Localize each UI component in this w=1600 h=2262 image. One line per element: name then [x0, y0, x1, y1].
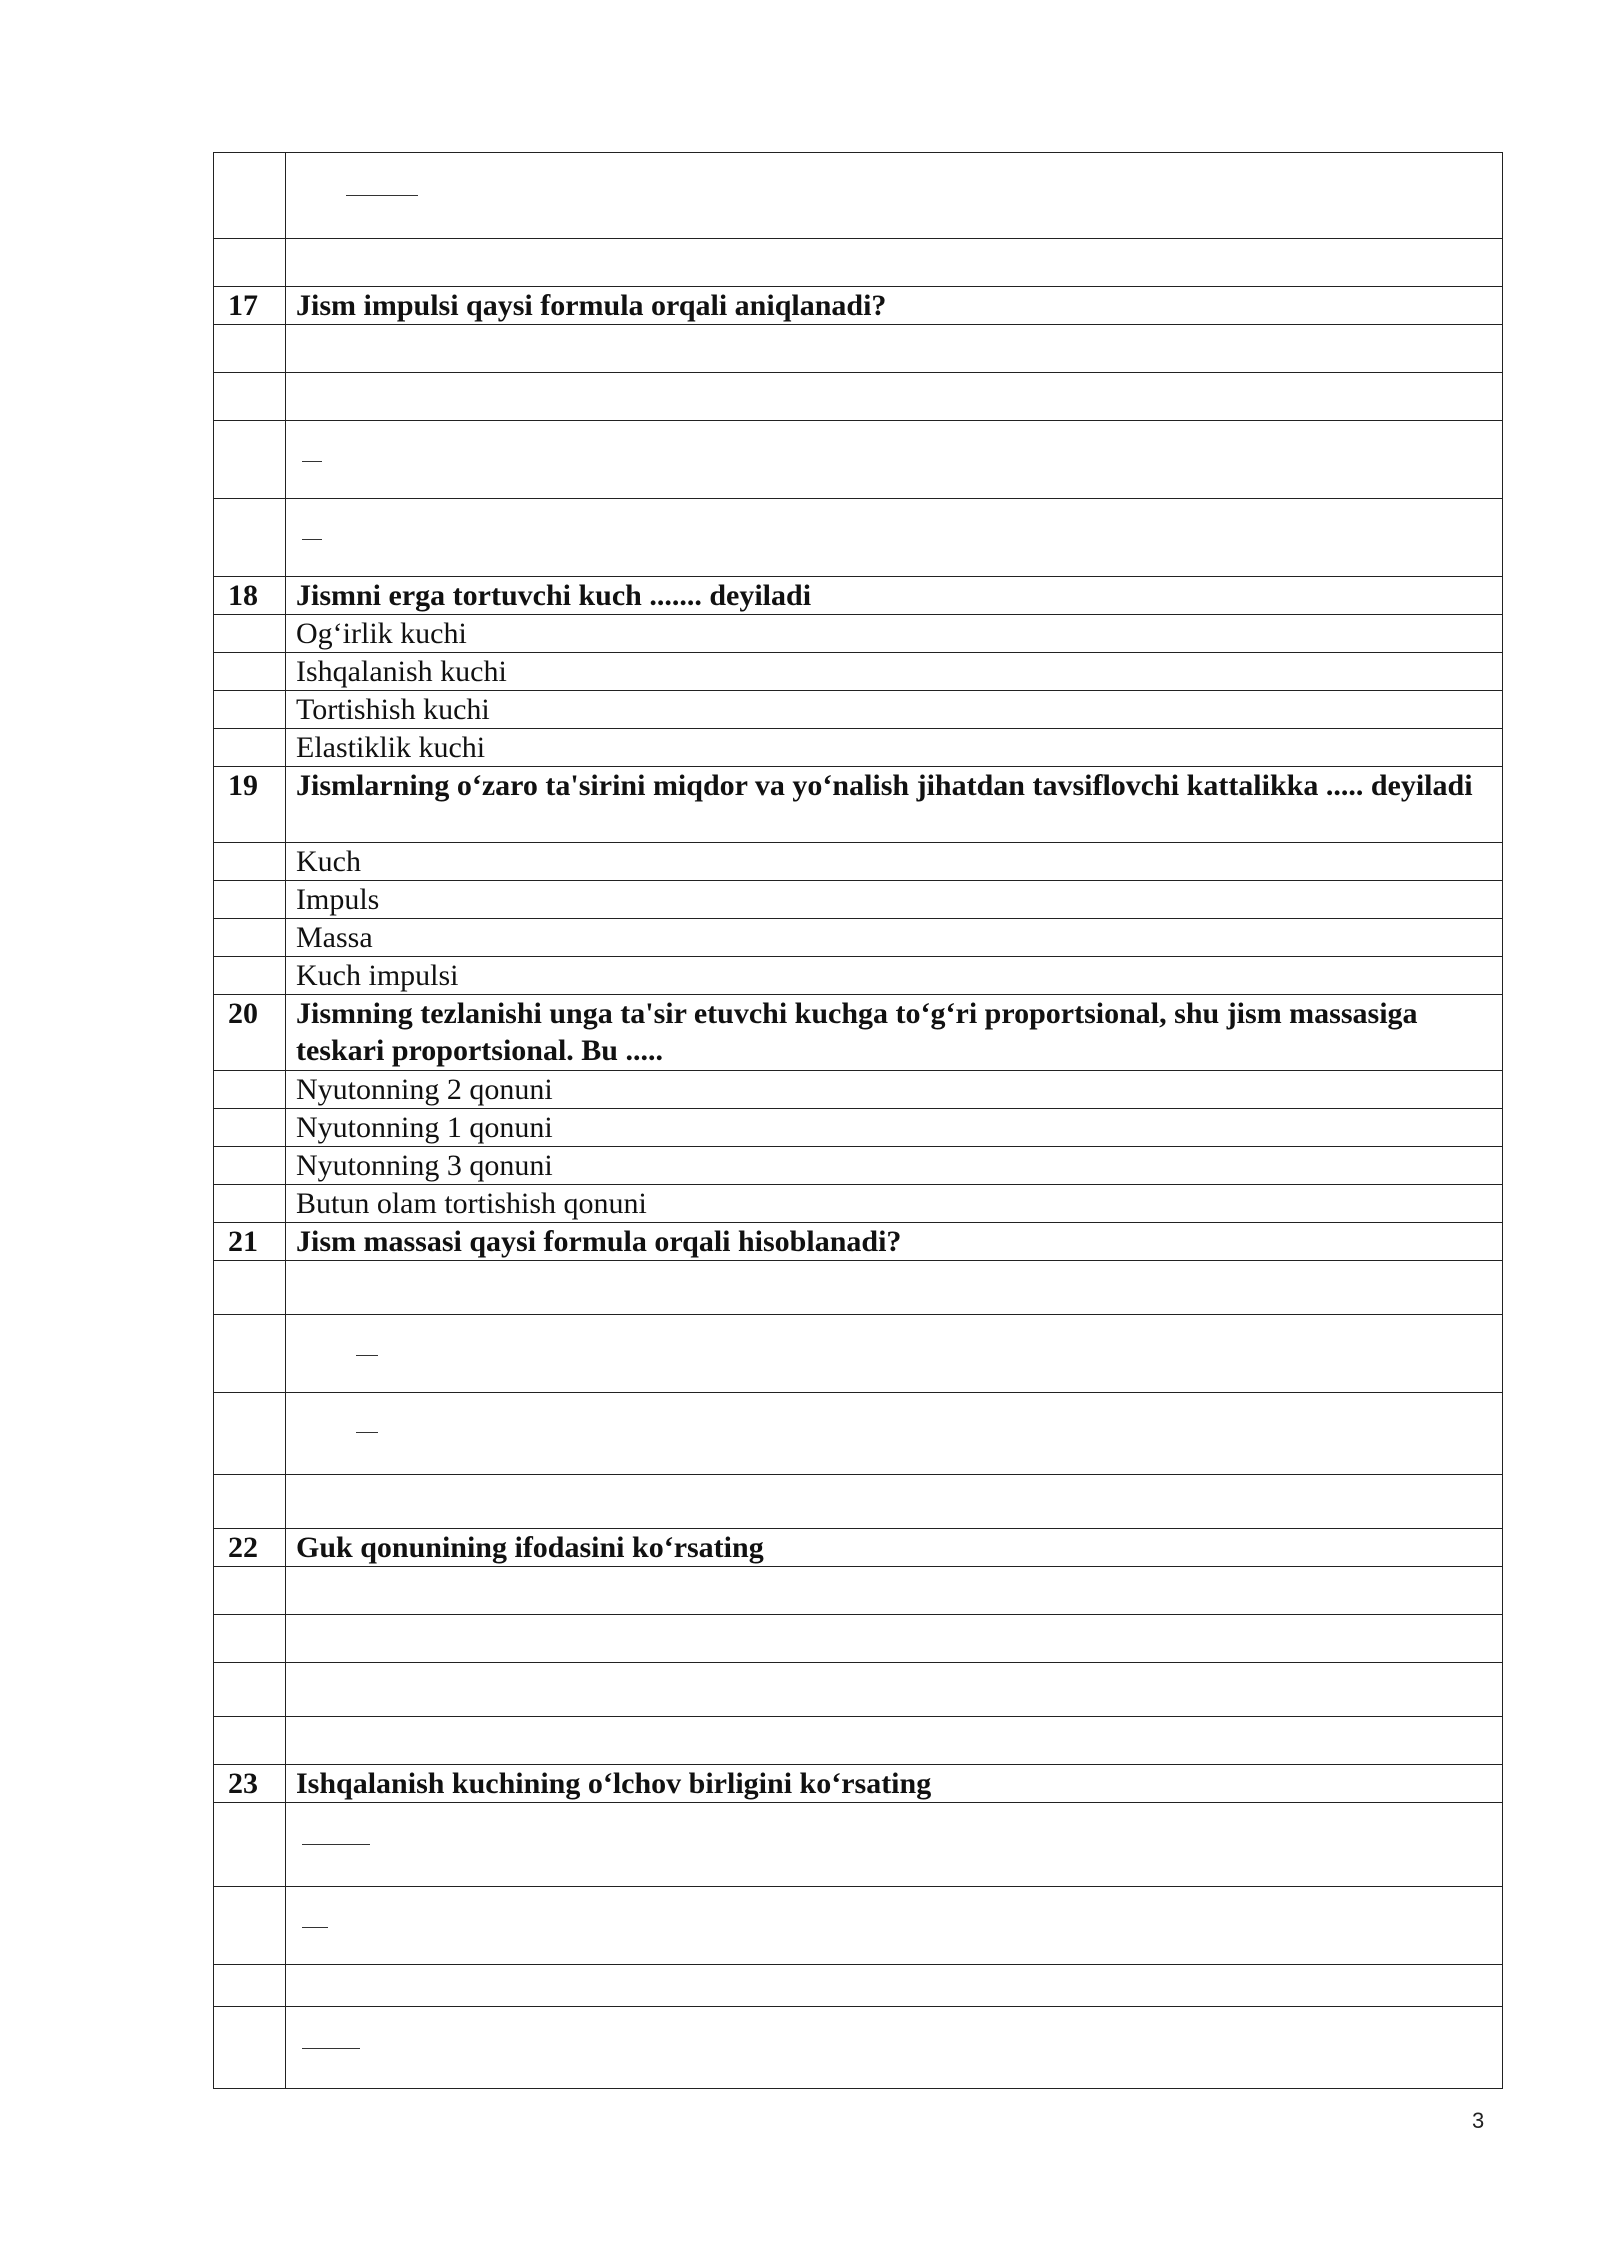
answer-row — [214, 499, 1503, 577]
answer-row — [214, 881, 1503, 919]
answer-row — [214, 2007, 1503, 2089]
answer-row — [214, 1615, 1503, 1663]
answer-row — [214, 421, 1503, 499]
answer-row — [214, 153, 1503, 239]
test-questions-table — [213, 152, 1503, 2089]
answer-row — [214, 1965, 1503, 2007]
formula-placeholder — [356, 1355, 378, 1356]
formula-placeholder — [302, 1927, 328, 1928]
formula-placeholder — [356, 1432, 378, 1433]
formula-placeholder — [346, 195, 418, 196]
answer-row — [214, 1261, 1503, 1315]
answer-row — [214, 615, 1503, 653]
answer-row — [214, 729, 1503, 767]
answer-row — [214, 1887, 1503, 1965]
answer-option: Ishqalanish kuchi — [286, 653, 1503, 691]
answer-cell — [286, 153, 1503, 239]
question-row — [214, 1765, 1503, 1803]
answer-option: Impuls — [286, 881, 1503, 919]
answer-option: Nyutonning 3 qonuni — [286, 1147, 1503, 1185]
answer-row — [214, 653, 1503, 691]
answer-row — [214, 1315, 1503, 1393]
answer-row — [214, 239, 1503, 287]
answer-row — [214, 1147, 1503, 1185]
question-number: 20 — [214, 995, 286, 1071]
answer-option: Elastiklik kuchi — [286, 729, 1503, 767]
answer-option: Og‘irlik kuchi — [286, 615, 1503, 653]
formula-placeholder — [302, 2048, 360, 2049]
question-text: Jismlarning o‘zaro ta'sirini miqdor va yo‘nalish jihatdan tavsiflovchi kattalikka ..... deyiladi — [286, 767, 1503, 843]
question-row — [214, 1223, 1503, 1261]
question-row — [214, 995, 1503, 1071]
answer-option: Massa — [286, 919, 1503, 957]
formula-placeholder — [302, 539, 322, 540]
question-number: 21 — [214, 1223, 286, 1261]
answer-option: Nyutonning 2 qonuni — [286, 1071, 1503, 1109]
question-row — [214, 1529, 1503, 1567]
answer-row — [214, 1109, 1503, 1147]
formula-placeholder — [302, 461, 322, 462]
answer-option: Kuch — [286, 843, 1503, 881]
answer-row — [214, 373, 1503, 421]
answer-row — [214, 1717, 1503, 1765]
answer-row — [214, 691, 1503, 729]
question-row — [214, 287, 1503, 325]
answer-option: Kuch impulsi — [286, 957, 1503, 995]
question-text: Ishqalanish kuchining o‘lchov birligini ko‘rsating — [286, 1765, 1503, 1803]
question-number: 22 — [214, 1529, 286, 1567]
answer-row — [214, 1803, 1503, 1887]
question-row — [214, 767, 1503, 843]
formula-placeholder — [302, 1844, 370, 1845]
answer-row — [214, 1475, 1503, 1529]
answer-row — [214, 919, 1503, 957]
page-number: 3 — [1472, 2108, 1485, 2133]
question-text: Jismni erga tortuvchi kuch ....... deyiladi — [286, 577, 1503, 615]
question-text: Jism impulsi qaysi formula orqali aniqlanadi? — [286, 287, 1503, 325]
answer-row — [214, 843, 1503, 881]
answer-row — [214, 1071, 1503, 1109]
question-number: 23 — [214, 1765, 286, 1803]
question-text: Guk qonunining ifodasini ko‘rsating — [286, 1529, 1503, 1567]
answer-row — [214, 1393, 1503, 1475]
number-cell — [214, 153, 286, 239]
answer-option: Tortishish kuchi — [286, 691, 1503, 729]
answer-option: Nyutonning 1 qonuni — [286, 1109, 1503, 1147]
answer-row — [214, 1663, 1503, 1717]
answer-row — [214, 1567, 1503, 1615]
answer-row — [214, 1185, 1503, 1223]
question-row — [214, 577, 1503, 615]
question-number: 19 — [214, 767, 286, 843]
question-text: Jism massasi qaysi formula orqali hisoblanadi? — [286, 1223, 1503, 1261]
question-text: Jismning tezlanishi unga ta'sir etuvchi kuchga to‘g‘ri proportsional, shu jism massasiga teskari proportsional. Bu ..... — [286, 995, 1503, 1071]
question-number: 18 — [214, 577, 286, 615]
answer-option: Butun olam tortishish qonuni — [286, 1185, 1503, 1223]
question-number: 17 — [214, 287, 286, 325]
answer-row — [214, 325, 1503, 373]
answer-row — [214, 957, 1503, 995]
